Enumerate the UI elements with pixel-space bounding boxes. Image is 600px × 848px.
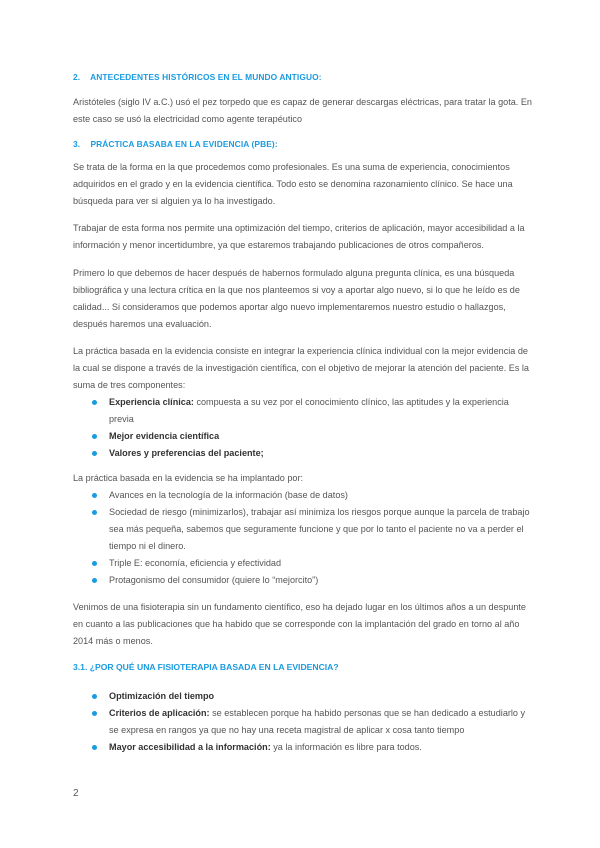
section-3-heading xyxy=(73,139,533,149)
bullet-icon xyxy=(92,510,97,515)
bullet-icon xyxy=(92,434,97,439)
list-item: Valores y preferencias del paciente; xyxy=(73,445,533,462)
bullet-icon xyxy=(92,578,97,583)
list-item: Triple E: economía, eficiencia y efectividad xyxy=(73,555,533,572)
section-3-paragraph-5: La práctica basada en la evidencia se ha implantado por: xyxy=(73,473,304,483)
section-3-paragraph-6: Venimos de una fisioterapia sin un fundamento científico, eso ha dejado lugar en los últimos años a un despunte en cuanto a las publicaciones que ha habido que se corresponde con la implantación del grado en torno al año 2014 más o menos. xyxy=(73,602,526,646)
section-2-paragraph: Aristóteles (siglo IV a.C.) usó el pez torpedo que es capaz de generar descargas eléctricas, para tratar la gota. En este caso se usó la electricidad como agente terapéutico xyxy=(73,97,532,124)
list-item: Optimización del tiempo xyxy=(73,688,533,705)
section-3-paragraph-4: La práctica basada en la evidencia consiste en integrar la experiencia clínica individual con la mejor evidencia de la cual se dispone a través de la investigación científica, con el objetivo de mejorar la atención del paciente. Es la suma de tres componentes: xyxy=(73,346,529,390)
bullet-icon xyxy=(92,451,97,456)
reasons-pbe-list xyxy=(73,688,533,756)
section-3-number: 3. xyxy=(73,139,81,149)
reasons-list xyxy=(73,487,533,589)
list-item: Experiencia clínica: compuesta a su vez por el conocimiento clínico, las aptitudes y la experiencia previa xyxy=(73,394,533,428)
section-2-heading xyxy=(73,72,533,82)
page-number: 2 xyxy=(73,788,79,799)
bullet-icon xyxy=(92,711,97,716)
list-item: Mayor accesibilidad a la información: ya la información es libre para todos. xyxy=(73,739,533,756)
bullet-icon xyxy=(92,694,97,699)
list-item: Mejor evidencia científica xyxy=(73,428,533,445)
list-item: Criterios de aplicación: se establecen porque ha habido personas que se han dedicado a estudiarlo y se expresa en rangos ya que no hay una receta magistral de aplicar x cosa tanto tiempo xyxy=(73,705,533,739)
section-3-title: PRÁCTICA BASABA EN LA EVIDENCIA (PBE): xyxy=(90,139,278,149)
bullet-icon xyxy=(92,561,97,566)
bullet-icon xyxy=(92,745,97,750)
list-item: Protagonismo del consumidor (quiere lo “mejorcito”) xyxy=(73,572,533,589)
section-3-paragraph-3: Primero lo que debemos de hacer después de habernos formulado alguna pregunta clínica, es una búsqueda bibliográfica y una lectura crítica en la que nos planteemos si voy a aportar algo nuevo, si lo que he leído es de calidad... Si consideramos que podemos aportar algo nuevo implementaremos nuestro estudio o hallazgos, después haremos una evaluación. xyxy=(73,268,520,329)
section-2-number: 2. xyxy=(73,72,81,82)
components-list xyxy=(73,394,533,462)
section-3-paragraph-2: Trabajar de esta forma nos permite una optimización del tiempo, criterios de aplicación, mayor accesibilidad a la información y menor incertidumbre, ya que estaremos trabajando publicaciones de otros compañeros. xyxy=(73,223,525,250)
bullet-icon xyxy=(92,493,97,498)
page-content xyxy=(73,72,533,756)
section-2-title: ANTECEDENTES HISTÓRICOS EN EL MUNDO ANTIGUO: xyxy=(90,72,322,82)
section-3-paragraph-1: Se trata de la forma en la que procedemos como profesionales. Es una suma de experiencia, conocimientos adquiridos en el grado y en la evidencia científica. Todo esto se denomina razonamiento clínico. Se hace una búsqueda para ver si alguien ya lo ha investigado. xyxy=(73,162,513,206)
list-item: Avances en la tecnología de la información (base de datos) xyxy=(73,487,533,504)
list-item: Sociedad de riesgo (minimizarlos), trabajar así minimiza los riesgos porque aunque la parcela de trabajo sea más pequeña, sabemos que seguramente funcione y que por lo tanto el paciente no va a perder el tiempo ni el dinero. xyxy=(73,504,533,555)
bullet-icon xyxy=(92,400,97,405)
section-3-1-heading: 3.1. ¿POR QUÉ UNA FISIOTERAPIA BASADA EN LA EVIDENCIA? xyxy=(73,662,339,672)
